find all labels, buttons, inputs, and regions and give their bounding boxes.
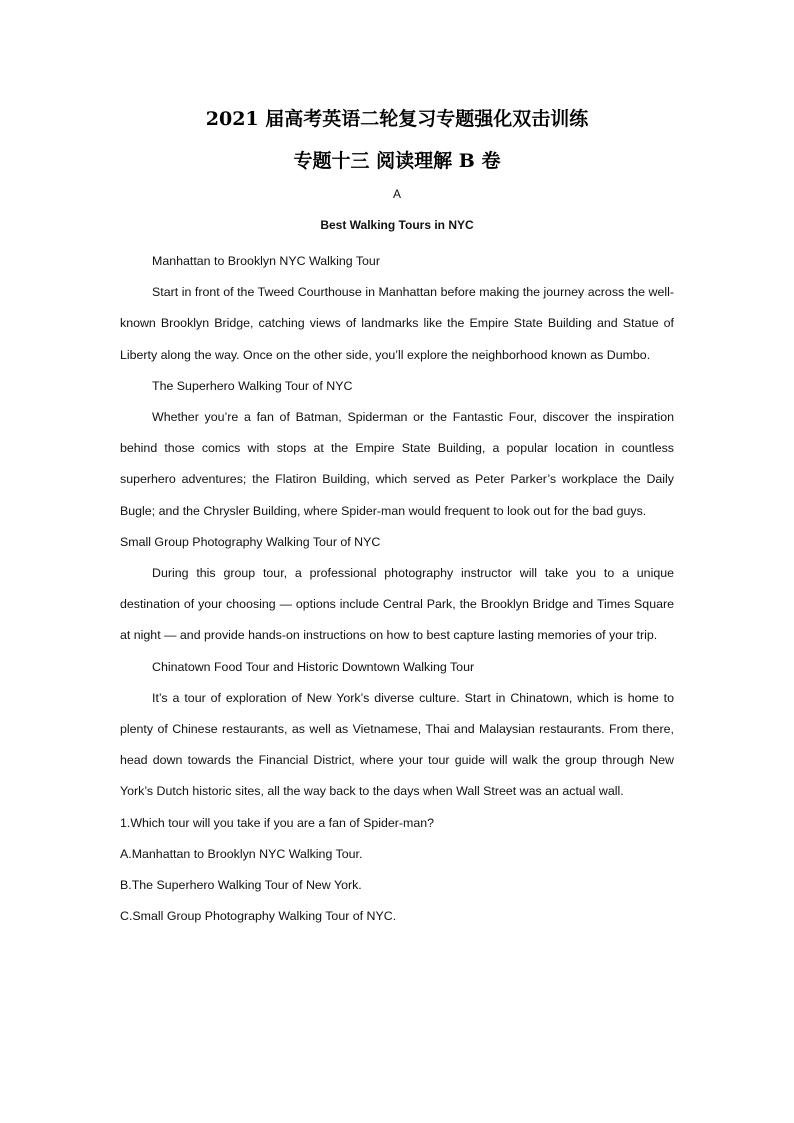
article-body [120,246,674,932]
question-option: A.Manhattan to Brooklyn NYC Walking Tour. [120,846,363,861]
section-letter: A [392,187,401,201]
document-title: 2021 届高考英语二轮复习专题强化双击训练 [205,108,589,130]
tour-heading: Manhattan to Brooklyn NYC Walking Tour [152,254,380,268]
article-title: Best Walking Tours in NYC [320,218,474,232]
tour-description: It’s a tour of exploration of New York’s diverse culture. Start in Chinatown, which is home to plenty of Chinese restaurants, as well as Vietnamese, Thai and Malaysian restaurants. From there, head down towards the Financial District, where your tour guide will walk the group through New York’s Dutch historic sites, all the way back to the days when Wall Street was an actual wall. [120,690,674,799]
tour-description: Whether you’re a fan of Batman, Spiderman or the Fantastic Four, discover the inspiration behind those comics with stops at the Empire State Building, a popular location in countless superhero adventures; the Flatiron Building, which served as Peter Parker’s workplace the Daily Bugle; and the Chrysler Building, where Spider-man would frequent to look out for the bad guys. [120,410,674,518]
tour-heading: The Superhero Walking Tour of NYC [152,378,353,393]
tour-description: Start in front of the Tweed Courthouse in Manhattan before making the journey across the well-known Brooklyn Bridge, catching views of landmarks like the Empire State Building and Statue of Liberty along the way. Once on the other side, you’ll explore the neighborhood known as Dumbo. [120,285,674,362]
question-option: B.The Superhero Walking Tour of New York. [120,878,362,893]
tour-heading: Small Group Photography Walking Tour of NYC [120,534,381,549]
tour-description: During this group tour, a professional photography instructor will take you to a unique destination of your choosing — options include Central Park, the Brooklyn Bridge and Times Square at night — and provide hands-on instructions on how to best capture lasting memories of your trip. [120,566,674,643]
question-stem: 1.Which tour will you take if you are a fan of Spider-man? [120,815,435,830]
question-option: C.Small Group Photography Walking Tour of NYC. [120,909,397,924]
tour-heading: Chinatown Food Tour and Historic Downtown Walking Tour [152,659,475,674]
document-subtitle: 专题十三 阅读理解 B 卷 [293,150,501,172]
